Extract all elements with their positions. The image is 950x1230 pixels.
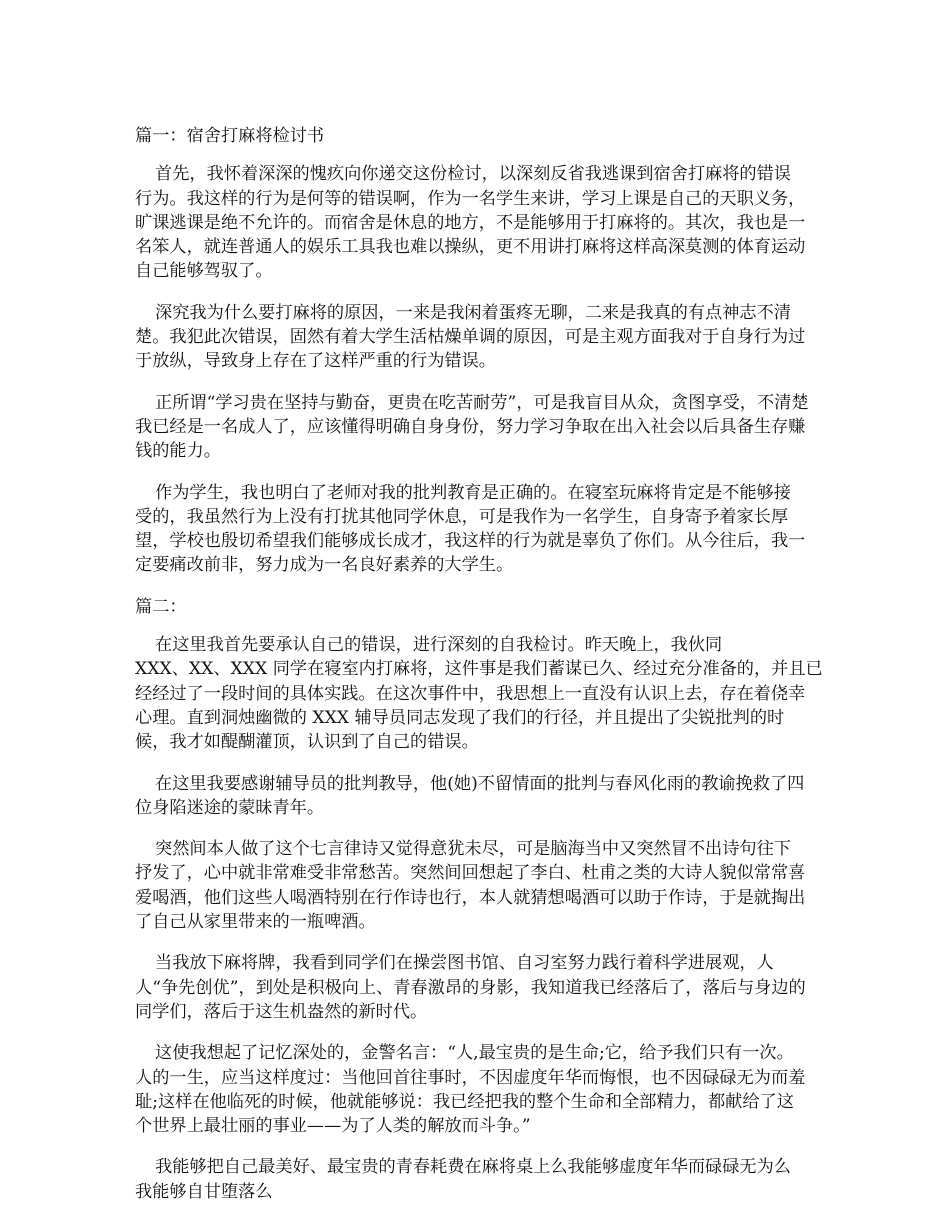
text-line: 作为学生，我也明白了老师对我的批判教育是正确的。在寝室玩麻将肯定是不能够接 xyxy=(155,482,791,503)
text-line: 位身陷迷途的蒙昧青年。 xyxy=(135,797,325,818)
text-line: 在这里我要感谢辅导员的批判教导，他(她)不留情面的批判与春风化雨的教谕挽救了四 xyxy=(155,773,805,794)
text-line: 望，学校也殷切希望我们能够成长成才，我这样的行为就是辜负了你们。从今往后，我一 xyxy=(135,531,806,552)
text-line: 耻;这样在他临死的时候，他就能够说：我已经把我的整个生命和全部精力，都献给了这 xyxy=(135,1091,794,1112)
paragraph-1 xyxy=(115,162,832,283)
text-line: 心理。直到洞烛幽微的 XXX 辅导员同志发现了我们的行径，并且提出了尖锐批判的时 xyxy=(135,707,785,728)
paragraph-4 xyxy=(115,481,832,578)
text-line: 深究我为什么要打麻将的原因，一来是我闲着蛋疼无聊，二来是我真的有点神志不清 xyxy=(155,302,791,323)
paragraph-2 xyxy=(115,301,832,374)
text-line: 在这里我首先要承认自己的错误，进行深刻的自我检讨。昨天晚上，我伙同 xyxy=(155,635,723,656)
text-line: 爱喝酒，他们这些人喝酒特别在行作诗也行，本人就猜想喝酒可以助于作诗，于是就掏出 xyxy=(135,887,806,908)
paragraph-3 xyxy=(115,391,832,464)
paragraph-5 xyxy=(115,633,832,754)
text-line: 了自己从家里带来的一瓶啤酒。 xyxy=(135,912,376,933)
paragraph-9 xyxy=(115,1041,832,1138)
text-line: 首先，我怀着深深的愧疚向你递交这份检讨，以深刻反省我逃课到宿舍打麻将的错误 xyxy=(155,164,791,185)
text-line: 人的一生，应当这样度过：当他回首往事时，不因虚度年华而悔恨，也不因碌碌无为而羞 xyxy=(135,1067,806,1088)
paragraph-7 xyxy=(115,837,832,934)
text-line: 候，我才如醍醐灌顶，认识到了自己的错误。 xyxy=(135,732,479,753)
text-line: 这使我想起了记忆深处的，金警名言：“人,最宝贵的是生命;它，给予我们只有一次。 xyxy=(155,1043,794,1064)
text-line: 人“争先创优”，到处是积极向上、青春激昂的身影，我知道我已经落后了，落后与身边的 xyxy=(135,977,806,998)
text-line: 受的，我虽然行为上没有打扰其他同学休息，可是我作为一名学生，自身寄予着家长厚 xyxy=(135,506,789,527)
text-line: 于放纵，导致身上存在了这样严重的行为错误。 xyxy=(135,351,496,372)
text-line: 经经过了一段时间的具体实践。在这次事件中，我思想上一直没有认识上去，存在着侥幸 xyxy=(135,683,806,704)
text-line: 我能够把自己最美好、最宝贵的青春耗费在麻将桌上么我能够虚度年华而碌碌无为么 xyxy=(155,1157,791,1178)
text-line: 旷课逃课是绝不允许的。而宿舍是休息的地方，不是能够用于打麻将的。其次，我也是一 xyxy=(135,212,806,233)
text-line: 正所谓“学习贵在坚持与勤奋，更贵在吃苦耐劳”，可是我盲目从众，贪图享受，不清楚 xyxy=(155,392,809,413)
text-line: 个世界上最壮丽的事业——为了人类的解放而斗争。” xyxy=(135,1116,531,1137)
paragraph-8 xyxy=(115,951,832,1024)
text-line: 定要痛改前非，努力成为一名良好素养的大学生。 xyxy=(135,555,514,576)
section-heading-2: 篇二： xyxy=(135,596,187,617)
section-heading-1: 篇一：宿舍打麻将检讨书 xyxy=(135,126,325,146)
text-line: 自己能够驾驭了。 xyxy=(135,261,273,282)
text-line: 行为。我这样的行为是何等的错误啊，作为一名学生来讲，学习上课是自己的天职义务， xyxy=(135,188,806,209)
paragraph-10 xyxy=(115,1155,832,1204)
text-line: 我能够自甘堕落么 xyxy=(135,1181,273,1202)
text-line: 楚。我犯此次错误，固然有着大学生活枯燥单调的原因，可是主观方面我对于自身行为过 xyxy=(135,327,806,348)
text-line: 钱的能力。 xyxy=(135,441,221,462)
text-line: 突然间本人做了这个七言律诗又觉得意犹未尽，可是脑海当中又突然冒不出诗句往下 xyxy=(155,839,791,860)
paragraph-6 xyxy=(115,772,832,821)
text-line: XXX、XX、XXX 同学在寝室内打麻将，这件事是我们蓄谋已久、经过充分准备的，并且已 xyxy=(135,659,823,680)
text-line: 我已经是一名成人了，应该懂得明确自身身份，努力学习争取在出入社会以后具备生存赚 xyxy=(135,416,806,437)
text-line: 同学们，落后于这生机盎然的新时代。 xyxy=(135,1001,428,1022)
text-line: 名笨人，就连普通人的娱乐工具我也难以操纵，更不用讲打麻将这样高深莫测的体育运动 xyxy=(135,237,806,258)
text-line: 抒发了，心中就非常难受非常愁苦。突然间回想起了李白、杜甫之类的大诗人貌似常常喜 xyxy=(135,863,806,884)
text-line: 当我放下麻将牌，我看到同学们在操尝图书馆、自习室努力践行着科学进展观，人 xyxy=(155,953,774,974)
